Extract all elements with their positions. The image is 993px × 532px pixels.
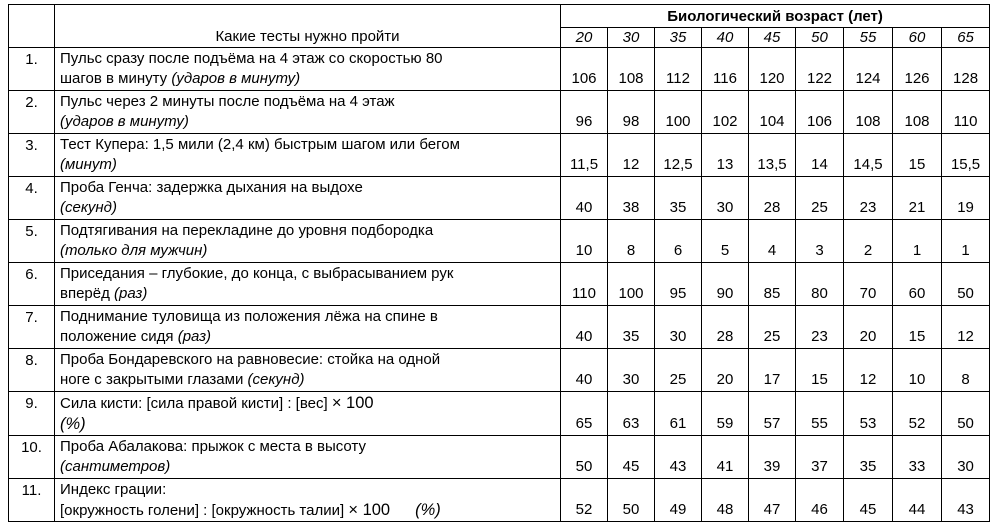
value-cell: 10	[893, 349, 942, 392]
table-row	[9, 220, 990, 263]
value-cell: 53	[844, 392, 893, 436]
test-line-1	[60, 221, 560, 241]
value-cell: 41	[702, 436, 749, 479]
value-cell: 122	[796, 48, 844, 91]
test-line-1	[60, 350, 560, 370]
test-line-2	[60, 198, 560, 218]
value-cell: 11,5	[561, 134, 608, 177]
value-cell: 55	[796, 392, 844, 436]
value-cell: 4	[749, 220, 796, 263]
age-header-cell: 20	[561, 28, 608, 48]
table-row	[9, 436, 990, 479]
value-cell: 20	[844, 306, 893, 349]
table-row	[9, 177, 990, 220]
unit-label: (раз)	[177, 328, 212, 345]
value-cell: 15	[893, 306, 942, 349]
value-cell: 28	[749, 177, 796, 220]
table-row	[9, 479, 990, 522]
test-text: Проба Абалакова: прыжок с места в высоту	[60, 438, 366, 455]
value-cell: 45	[608, 436, 655, 479]
test-line-2	[60, 370, 560, 390]
tests-table-body	[9, 48, 990, 522]
value-cell: 17	[749, 349, 796, 392]
value-cell: 19	[942, 177, 990, 220]
age-header-cell: 45	[749, 28, 796, 48]
value-cell: 80	[796, 263, 844, 306]
test-text: Тест Купера: 1,5 мили (2,4 км) быстрым шагом или бегом	[60, 136, 460, 153]
test-description-cell	[55, 48, 561, 91]
table-row	[9, 306, 990, 349]
value-cell: 15,5	[942, 134, 990, 177]
table-row	[9, 134, 990, 177]
value-cell: 30	[942, 436, 990, 479]
value-cell: 35	[608, 306, 655, 349]
row-number: 7.	[9, 306, 55, 349]
value-cell: 12	[942, 306, 990, 349]
value-cell: 95	[655, 263, 702, 306]
test-line-1	[60, 178, 560, 198]
value-cell: 61	[655, 392, 702, 436]
value-cell: 2	[844, 220, 893, 263]
test-line-2	[60, 112, 560, 132]
unit-label: (ударов в минуту)	[171, 70, 301, 87]
value-cell: 30	[655, 306, 702, 349]
value-cell: 13	[702, 134, 749, 177]
test-line-1	[60, 49, 560, 69]
test-description-cell	[55, 306, 561, 349]
test-description-cell	[55, 91, 561, 134]
value-cell: 30	[608, 349, 655, 392]
test-line-2	[60, 414, 560, 435]
row-number: 11.	[9, 479, 55, 522]
value-cell: 65	[561, 392, 608, 436]
test-text-continued: положение сидя	[60, 328, 174, 345]
unit-label: (только для мужчин)	[60, 242, 208, 259]
test-line-1	[60, 437, 560, 457]
value-cell: 35	[655, 177, 702, 220]
value-cell: 100	[608, 263, 655, 306]
test-text: Поднимание туловища из положения лёжа на спине в	[60, 308, 438, 325]
test-description-cell	[55, 392, 561, 436]
value-cell: 23	[844, 177, 893, 220]
test-line-2	[60, 241, 560, 261]
test-line-2	[60, 457, 560, 477]
test-text-continued: ноге с закрытыми глазами	[60, 371, 244, 388]
age-header-cell: 55	[844, 28, 893, 48]
value-cell: 5	[702, 220, 749, 263]
multiplier-text: × 100	[348, 501, 391, 519]
value-cell: 47	[749, 479, 796, 522]
test-line-2	[60, 500, 560, 521]
value-cell: 35	[844, 436, 893, 479]
age-header-cell: 35	[655, 28, 702, 48]
test-text-continued: вперёд	[60, 285, 110, 302]
test-description-cell	[55, 134, 561, 177]
value-cell: 3	[796, 220, 844, 263]
test-text: Проба Генча: задержка дыхания на выдохе	[60, 179, 363, 196]
value-cell: 20	[702, 349, 749, 392]
value-cell: 50	[942, 392, 990, 436]
unit-label: (сантиметров)	[60, 458, 171, 475]
test-description-cell	[55, 479, 561, 522]
value-cell: 46	[796, 479, 844, 522]
test-text: Пульс сразу после подъёма на 4 этаж со скоростью 80	[60, 50, 443, 67]
value-cell: 40	[561, 349, 608, 392]
value-cell: 14,5	[844, 134, 893, 177]
row-number: 5.	[9, 220, 55, 263]
value-cell: 45	[844, 479, 893, 522]
value-cell: 98	[608, 91, 655, 134]
value-cell: 30	[702, 177, 749, 220]
value-cell: 12	[844, 349, 893, 392]
unit-label: (минут)	[60, 156, 117, 173]
table-row	[9, 263, 990, 306]
age-header-cell: 30	[608, 28, 655, 48]
value-cell: 25	[749, 306, 796, 349]
unit-label: (раз)	[114, 285, 148, 302]
value-cell: 50	[608, 479, 655, 522]
value-cell: 104	[749, 91, 796, 134]
value-cell: 38	[608, 177, 655, 220]
value-cell: 8	[608, 220, 655, 263]
value-cell: 1	[893, 220, 942, 263]
age-header-cell: 50	[796, 28, 844, 48]
value-cell: 25	[796, 177, 844, 220]
test-description-cell	[55, 177, 561, 220]
age-header-cell: 40	[702, 28, 749, 48]
test-text: Проба Бондаревского на равновесие: стойка на одной	[60, 351, 441, 368]
value-cell: 21	[893, 177, 942, 220]
row-number: 4.	[9, 177, 55, 220]
value-cell: 6	[655, 220, 702, 263]
test-text: Сила кисти: [сила правой кисти] : [вес]	[60, 395, 328, 412]
biological-age-header: Биологический возраст (лет)	[561, 5, 990, 28]
value-cell: 40	[561, 306, 608, 349]
value-cell: 28	[702, 306, 749, 349]
table-row	[9, 48, 990, 91]
age-header-cell: 60	[893, 28, 942, 48]
value-cell: 106	[561, 48, 608, 91]
unit-label: (%)	[60, 415, 86, 433]
value-cell: 108	[893, 91, 942, 134]
table-row	[9, 91, 990, 134]
test-line-1	[60, 393, 560, 414]
biological-age-table	[8, 4, 990, 522]
test-text-continued: [окружность голени] : [окружность талии]	[60, 502, 345, 519]
value-cell: 126	[893, 48, 942, 91]
value-cell: 50	[942, 263, 990, 306]
test-line-2	[60, 327, 560, 347]
value-cell: 14	[796, 134, 844, 177]
test-text-continued: шагов в минуту	[60, 70, 168, 87]
header-corner	[9, 5, 55, 48]
value-cell: 52	[893, 392, 942, 436]
value-cell: 102	[702, 91, 749, 134]
value-cell: 128	[942, 48, 990, 91]
value-cell: 110	[942, 91, 990, 134]
row-number: 2.	[9, 91, 55, 134]
value-cell: 110	[561, 263, 608, 306]
value-cell: 57	[749, 392, 796, 436]
unit-label: (секунд)	[60, 199, 117, 216]
value-cell: 8	[942, 349, 990, 392]
test-line-1	[60, 135, 560, 155]
test-line-1	[60, 480, 560, 500]
value-cell: 116	[702, 48, 749, 91]
value-cell: 120	[749, 48, 796, 91]
value-cell: 10	[561, 220, 608, 263]
value-cell: 100	[655, 91, 702, 134]
value-cell: 12,5	[655, 134, 702, 177]
row-number: 6.	[9, 263, 55, 306]
value-cell: 108	[844, 91, 893, 134]
value-cell: 25	[655, 349, 702, 392]
row-number: 10.	[9, 436, 55, 479]
value-cell: 63	[608, 392, 655, 436]
test-description-cell	[55, 263, 561, 306]
row-number: 3.	[9, 134, 55, 177]
value-cell: 43	[942, 479, 990, 522]
table-row	[9, 349, 990, 392]
test-line-1	[60, 92, 560, 112]
value-cell: 33	[893, 436, 942, 479]
row-number: 9.	[9, 392, 55, 436]
value-cell: 1	[942, 220, 990, 263]
test-line-2	[60, 69, 560, 89]
value-cell: 90	[702, 263, 749, 306]
test-text: Подтягивания на перекладине до уровня подбородка	[60, 222, 434, 239]
test-description-cell	[55, 436, 561, 479]
test-line-1	[60, 264, 560, 284]
test-text: Приседания – глубокие, до конца, с выбрасыванием рук	[60, 265, 454, 282]
unit-label: (ударов в минуту)	[60, 113, 189, 130]
multiplier-text: × 100	[331, 394, 374, 412]
value-cell: 23	[796, 306, 844, 349]
row-number: 1.	[9, 48, 55, 91]
test-line-2	[60, 155, 560, 175]
test-text: Индекс грации:	[60, 481, 167, 498]
test-text: Пульс через 2 минуты после подъёма на 4 этаж	[60, 93, 395, 110]
test-line-1	[60, 307, 560, 327]
table-row	[9, 392, 990, 436]
value-cell: 48	[702, 479, 749, 522]
value-cell: 96	[561, 91, 608, 134]
row-number: 8.	[9, 349, 55, 392]
unit-label: (%)	[415, 501, 441, 519]
unit-label: (секунд)	[247, 371, 305, 388]
tests-column-header: Какие тесты нужно пройти	[55, 5, 561, 48]
value-cell: 59	[702, 392, 749, 436]
value-cell: 85	[749, 263, 796, 306]
value-cell: 106	[796, 91, 844, 134]
value-cell: 124	[844, 48, 893, 91]
value-cell: 108	[608, 48, 655, 91]
value-cell: 39	[749, 436, 796, 479]
value-cell: 112	[655, 48, 702, 91]
value-cell: 12	[608, 134, 655, 177]
value-cell: 37	[796, 436, 844, 479]
value-cell: 50	[561, 436, 608, 479]
test-description-cell	[55, 220, 561, 263]
test-description-cell	[55, 349, 561, 392]
value-cell: 43	[655, 436, 702, 479]
value-cell: 52	[561, 479, 608, 522]
age-header-cell: 65	[942, 28, 990, 48]
value-cell: 13,5	[749, 134, 796, 177]
value-cell: 40	[561, 177, 608, 220]
value-cell: 60	[893, 263, 942, 306]
value-cell: 15	[796, 349, 844, 392]
value-cell: 44	[893, 479, 942, 522]
value-cell: 15	[893, 134, 942, 177]
value-cell: 70	[844, 263, 893, 306]
value-cell: 49	[655, 479, 702, 522]
test-line-2	[60, 284, 560, 304]
